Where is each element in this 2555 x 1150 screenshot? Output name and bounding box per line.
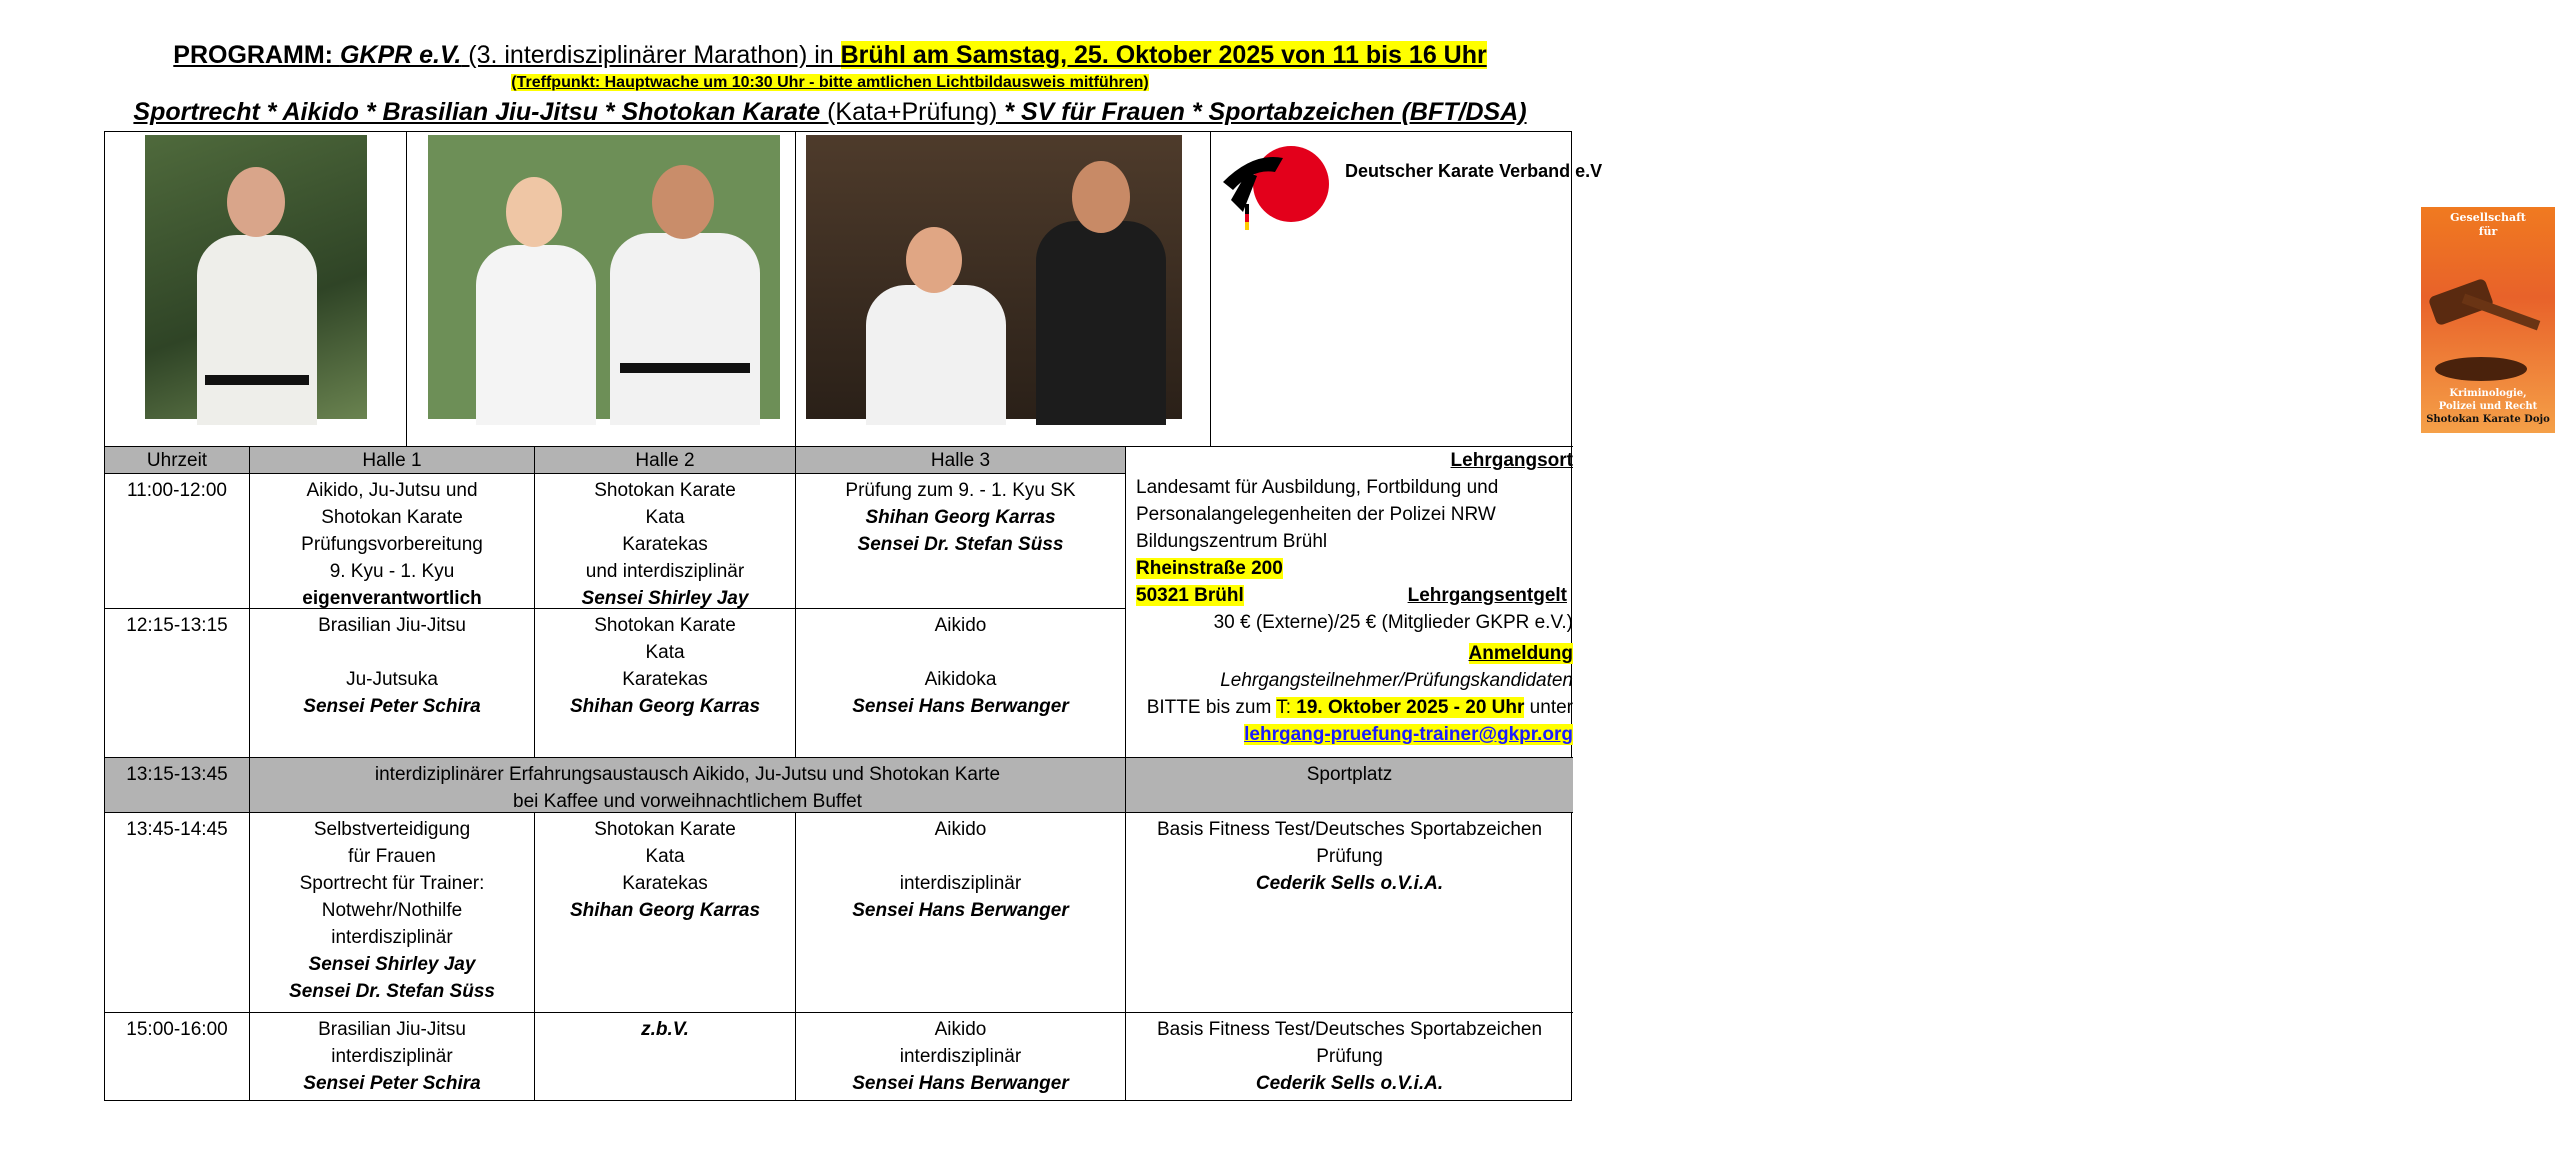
photo-cell-3 [796,132,1211,447]
head-figure [227,167,285,237]
dkv-logo-text: Deutscher Karate Verband e.V [1345,161,1603,181]
r2-halle-1: Brasilian Jiu-Jitsu Ju-Jutsuka Sensei Peter Schira [250,609,535,758]
dkv-logo [1211,132,1603,287]
head-figure-right [652,165,714,239]
document-subtitle: Sportrecht * Aikido * Brasilian Jiu-Jitsu * Shotokan Karate (Kata+Prüfung) * SV für Frauen * Sportabzeichen (BFT/DSA) [133,98,1527,126]
photo-cell-2 [407,132,796,447]
fee-heading: Lehrgangsentgelt [1407,585,1567,606]
break-session: interdiziplinärer Erfahrungsaustausch Aikido, Ju-Jutsu und Shotokan Karte bei Kaffee und vorweihnachtlichem Buffet [250,758,1126,813]
gi-figure-kneeling [866,285,1006,425]
instructor-photo-1 [145,135,367,419]
gi-figure-right [610,233,760,425]
r1-halle-3: Prüfung zum 9. - 1. Kyu SK Shihan Georg Karras Sensei Dr. Stefan Süss [796,474,1126,609]
document-title: PROGRAMM: GKPR e.V. (3. interdisziplinärer Marathon) in Brühl am Samstag, 25. Oktober 2025 von 11 bis 16 Uhr [173,41,1487,69]
dark-gi-figure [1036,221,1166,425]
venue-line-3: Bildungszentrum Brühl [1136,531,1328,552]
column-header-halle-1: Halle 1 [250,447,535,474]
gi-figure-left [476,245,596,425]
r5-halle-1: Brasilian Jiu-Jitsu interdisziplinär Sensei Peter Schira [250,1013,535,1101]
document-header [0,38,1660,129]
r5-halle-2: z.b.V. [535,1013,796,1101]
time-slot-2: 12:15-13:15 [105,609,250,758]
r4-halle-1: Selbstverteidigung für Frauen Sportrecht für Trainer: Notwehr/Nothilfe interdisziplinär Sensei Shirley Jay Sensei Dr. Stefan Süss [250,813,535,1013]
r1-halle-1: Aikido, Ju-Jutsu und Shotokan Karate Prüfungsvorbereitung 9. Kyu - 1. Kyu eigenverantwortlich [250,474,535,609]
registration-who: Lehrgangsteilnehmer/Prüfungskandidaten [1220,670,1573,691]
gi-figure [197,235,317,425]
time-slot-4: 13:45-14:45 [105,813,250,1013]
gavel-icon [2421,257,2555,387]
r2-halle-2: Shotokan Karate Kata Karatekas Shihan Georg Karras [535,609,796,758]
fee-amount: 30 € (Externe)/25 € (Mitglieder GKPR e.V.) [1213,612,1573,633]
r4-halle-3: Aikido interdisziplinär Sensei Hans Berwanger [796,813,1126,1013]
venue-street: Rheinstraße 200 [1136,558,1283,579]
r5-sportplatz: Basis Fitness Test/Deutsches Sportabzeichen Prüfung Cederik Sells o.V.i.A. [1156,1019,1543,1094]
r1-halle-2: Shotokan Karate Kata Karatekas und interdisziplinär Sensei Shirley Jay [535,474,796,609]
instructor-photo-3 [806,135,1182,419]
logo-cell [1211,132,2550,447]
venue-city: 50321 Brühl [1136,585,1244,606]
photo-cell-1 [105,132,407,447]
sportplatz-label: Sportplatz [1126,758,1573,813]
r4-sportplatz: Basis Fitness Test/Deutsches Sportabzeichen Prüfung Cederik Sells o.V.i.A. [1126,813,1573,1013]
meeting-note: (Treffpunkt: Hauptwache um 10:30 Uhr - bitte amtlichen Lichtbildausweis mitführen) [511,74,1149,91]
head-figure-dark [1072,161,1130,233]
r4-halle-2: Shotokan Karate Kata Karatekas Shihan Georg Karras [535,813,796,1013]
time-slot-3: 13:15-13:45 [105,758,250,813]
registration-email-link[interactable]: lehrgang-pruefung-trainer@gkpr.org [1244,724,1573,745]
venue-line-2: Personalangelegenheiten der Polizei NRW [1136,504,1496,525]
registration-heading: Anmeldung [1468,643,1573,664]
head-figure-kneeling [906,227,962,293]
time-slot-1: 11:00-12:00 [105,474,250,609]
column-header-halle-3: Halle 3 [796,447,1126,474]
time-slot-5: 15:00-16:00 [105,1013,250,1101]
venue-info-cell [1126,447,1573,758]
black-belt [620,363,750,373]
head-figure-left [506,177,562,247]
schedule-table [104,131,2550,1101]
dkv-emblem-icon [1213,142,1333,232]
r2-halle-3: Aikido Aikidoka Sensei Hans Berwanger [796,609,1126,758]
venue-line-1: Landesamt für Ausbildung, Fortbildung und [1136,477,1499,498]
r5-halle-3: Aikido interdisziplinär Sensei Hans Berwanger [796,1013,1126,1101]
column-header-halle-2: Halle 2 [535,447,796,474]
black-belt [205,375,309,385]
column-header-time: Uhrzeit [105,447,250,474]
registration-deadline: BITTE bis zum T: 19. Oktober 2025 - 20 Uhr unter [1146,697,1573,718]
gkpr-book-cover: Gesellschaft für Kriminologie, Polizei und Recht Shotokan Karate Dojo [2421,207,2555,433]
venue-heading: Lehrgangsort [1450,450,1573,471]
instructor-photo-2 [428,135,780,419]
